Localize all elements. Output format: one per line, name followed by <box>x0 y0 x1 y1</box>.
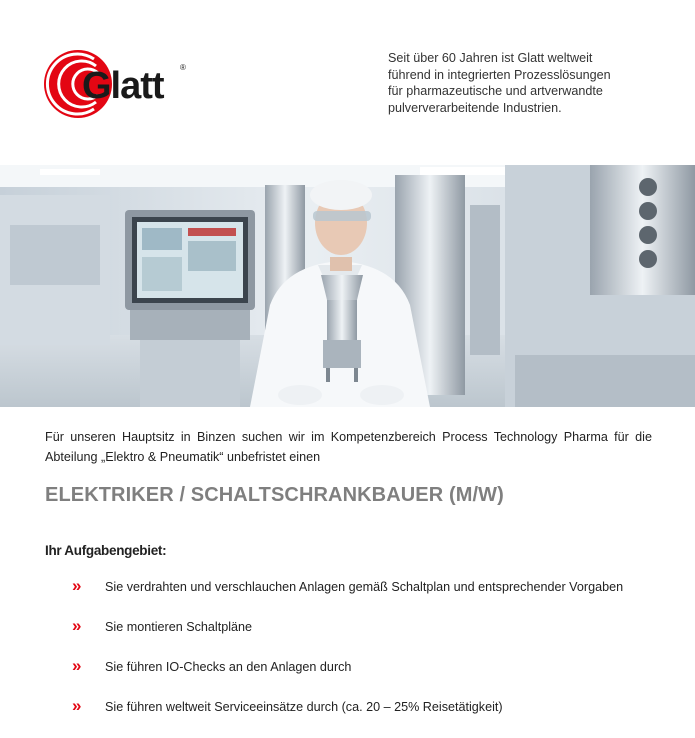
svg-text:®: ® <box>180 63 186 72</box>
bullet-icon: » <box>72 576 82 595</box>
list-item <box>0 698 695 738</box>
bullet-icon: » <box>72 616 82 635</box>
list-item <box>0 618 695 658</box>
tagline-line: Seit über 60 Jahren ist Glatt weltweit <box>388 51 593 65</box>
tasks-heading: Ihr Aufgabengebiet: <box>45 543 167 558</box>
intro-line: Abteilung „Elektro & Pneumatik“ unbefristet einen <box>45 450 321 464</box>
list-item <box>0 578 695 618</box>
tagline-line: pulververarbeitende Industrien. <box>388 100 562 115</box>
task-text: Sie montieren Schaltpläne <box>105 620 253 634</box>
intro-line: Für unseren Hauptsitz in Binzen suchen wir im Kompetenzbereich Process Technology Pharma für die <box>45 430 652 444</box>
job-title: ELEKTRIKER / SCHALTSCHRANKBAUER (M/W) <box>45 484 504 506</box>
task-text: Sie verdrahten und verschlauchen Anlagen gemäß Schaltplan und entsprechender Vorgaben <box>105 580 624 594</box>
task-text: Sie führen IO-Checks an den Anlagen durch <box>105 660 352 674</box>
list-item <box>0 658 695 698</box>
bullet-icon: » <box>72 656 82 675</box>
tasks-list <box>0 578 695 738</box>
tagline-line: führend in integrierten Prozesslösungen <box>388 67 611 82</box>
svg-text:Glatt: Glatt <box>82 65 164 107</box>
intro-paragraph <box>45 427 652 467</box>
laboratory-photo <box>0 165 695 407</box>
company-tagline <box>388 50 678 116</box>
bullet-icon: » <box>72 696 82 715</box>
glatt-logo <box>42 48 192 120</box>
task-text: Sie führen weltweit Serviceeinsätze durch (ca. 20 – 25% Reisetätigkeit) <box>105 700 503 714</box>
page-header <box>0 0 695 165</box>
tagline-line: für pharmazeutische und artverwandte <box>388 84 603 98</box>
